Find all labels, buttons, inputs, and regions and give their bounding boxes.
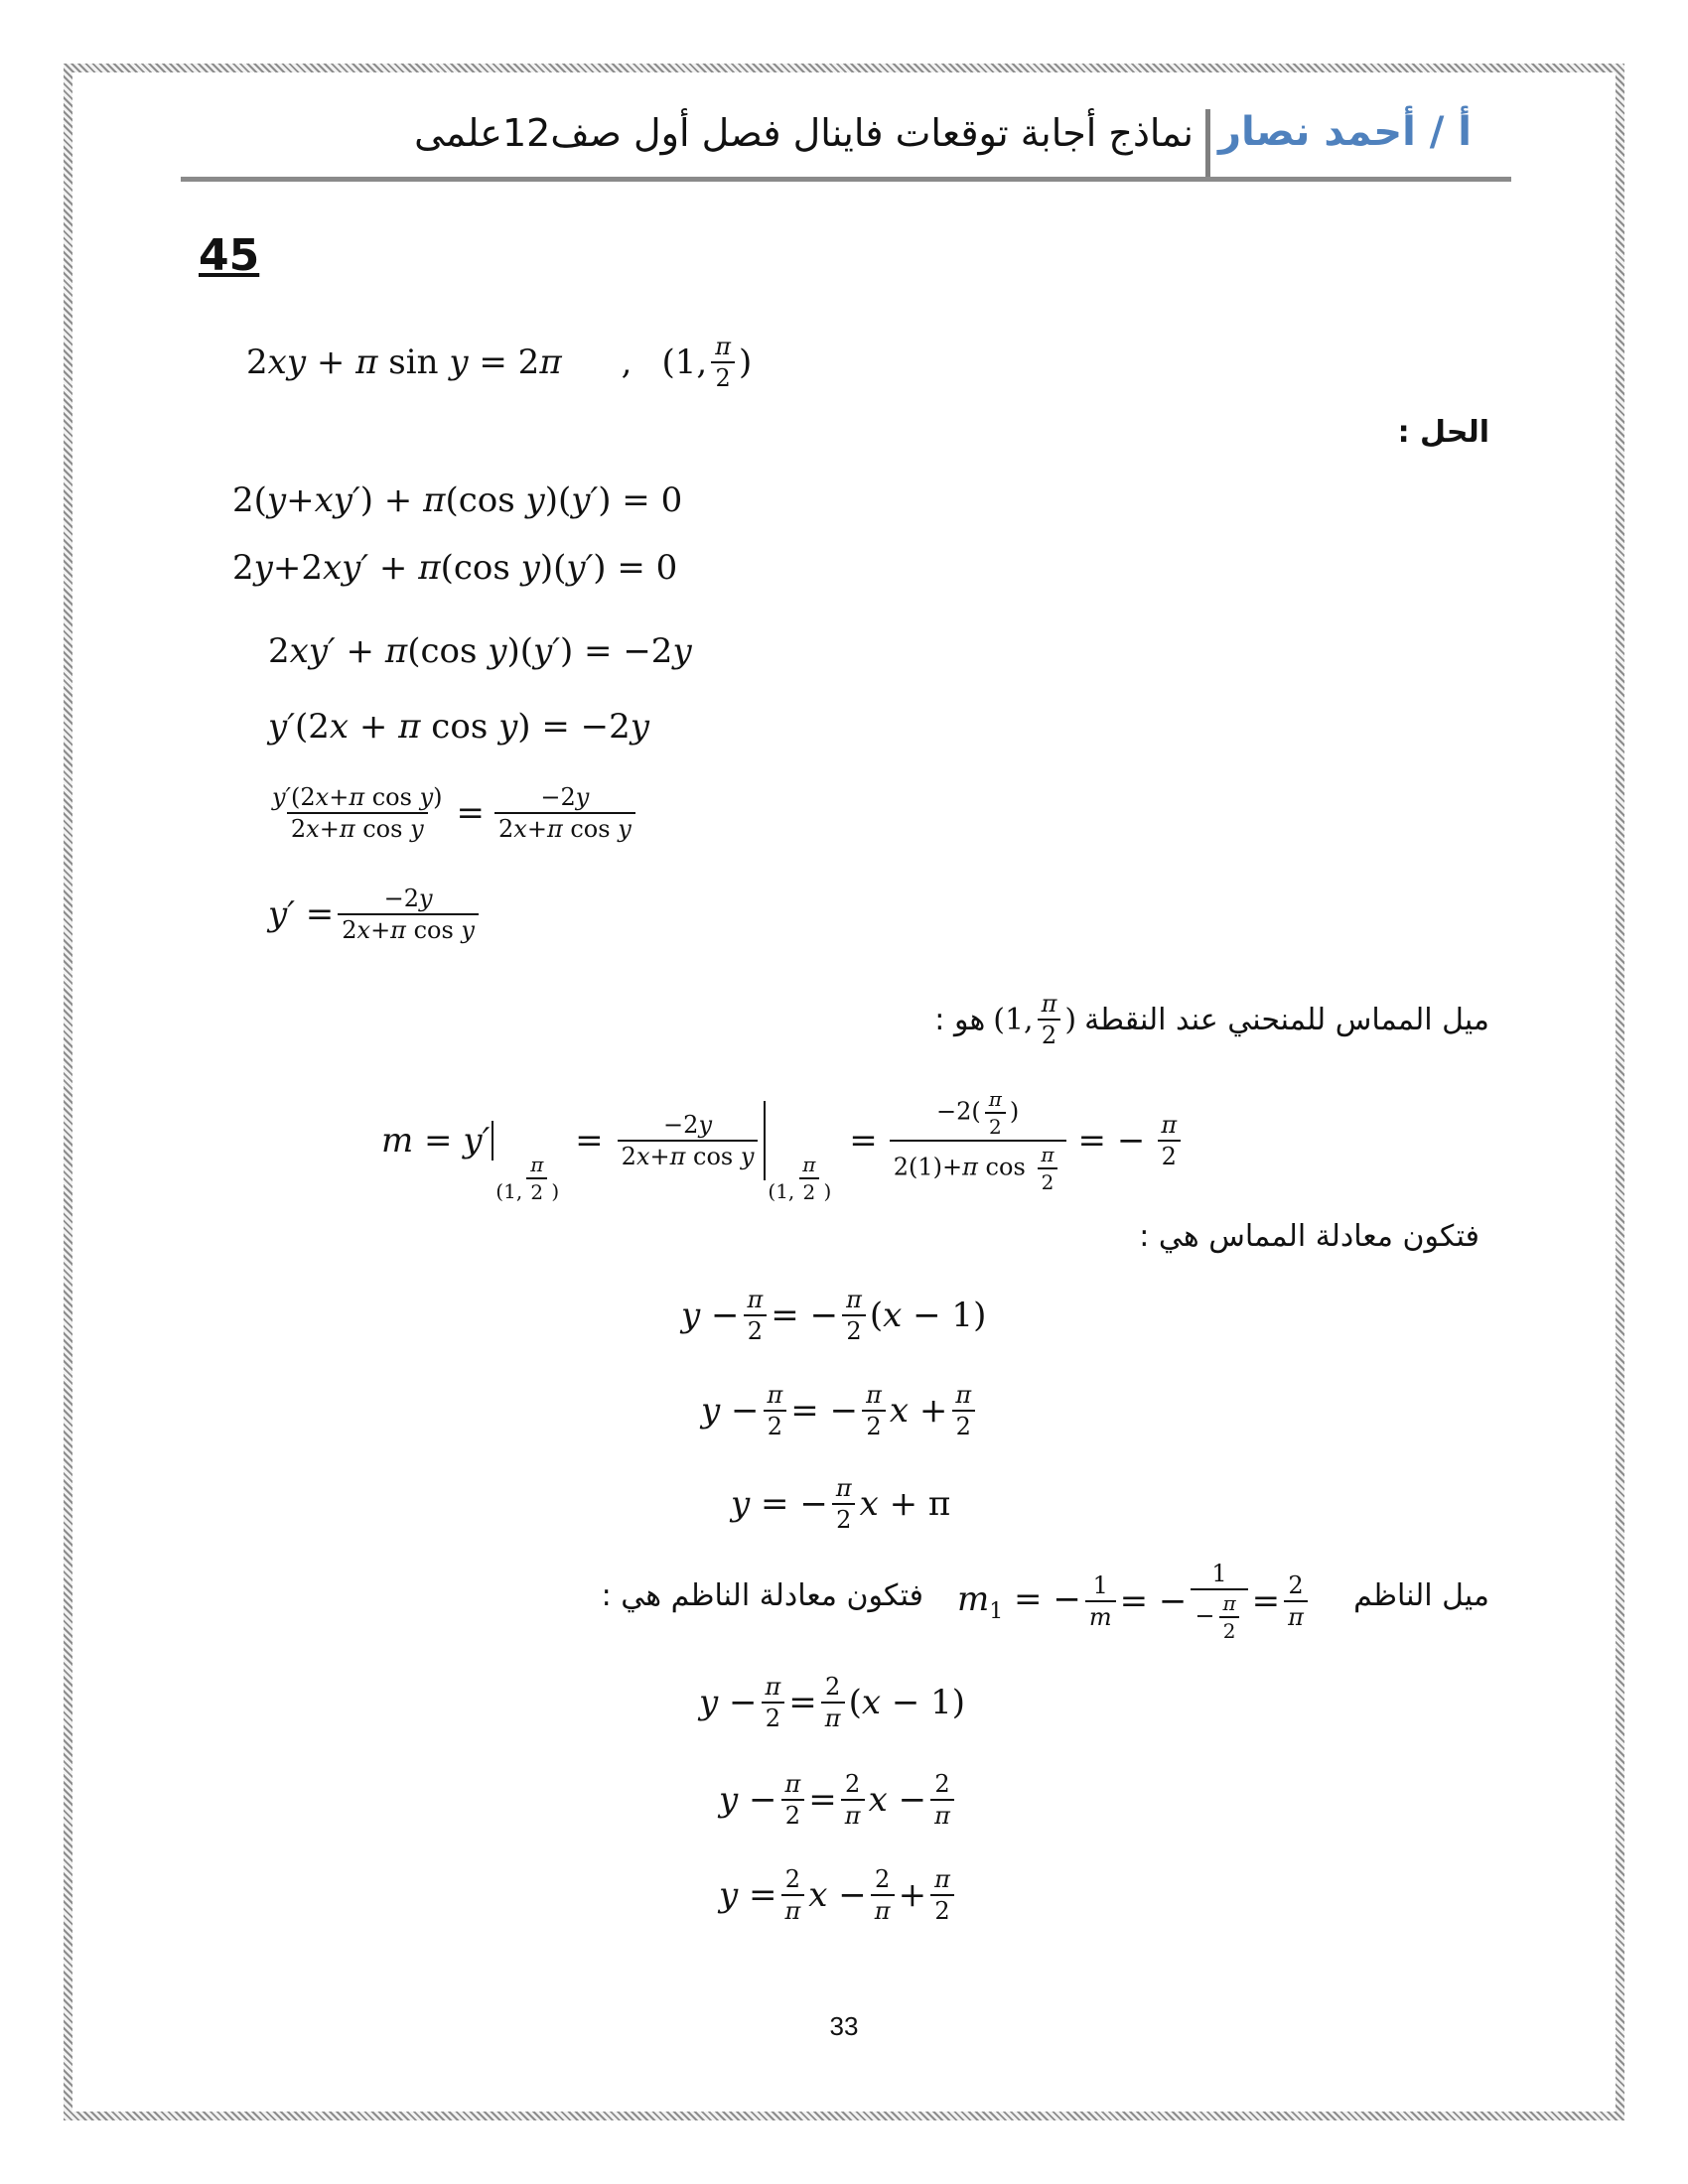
normal-line-2: y − $\frac{\pi}{2}$ = $\frac{2}{\pi}$ x − $\frac{2}{\pi}$ — [719, 1771, 958, 1830]
slope-evaluation: m = y′ (1, $\frac{\pi}{2}$ ) = $\frac{-2y}{\text{2x+π cos y}}$ (1, $\frac{\pi}{2}$ ) = −2( $\frac{\pi}{2}$ ) 2(1)+π cos $\frac{\pi}{2}$ = − $\frac{\pi}{2}$ — [381, 1088, 1185, 1193]
step-5: $\frac{\text{y′(2x+π cos y)}}{\text{2x+π cos y}}$ = $\frac{-2y}{\text{2x+π cos y}}$ — [264, 784, 639, 843]
header-separator — [1205, 109, 1210, 177]
tangent-line-2: y − $\frac{\pi}{2}$ = − $\frac{\pi}{2}$ x + $\frac{\pi}{2}$ — [701, 1382, 979, 1440]
step-2: 2y+2xy′ + π(cos y)(y′) = 0 — [232, 548, 678, 588]
step-3: 2xy′ + π(cos y)(y′) = −2y — [268, 631, 692, 671]
step-4: y′(2x + π cos y) = −2y — [268, 707, 650, 747]
slope-suffix: هو : — [934, 1002, 986, 1037]
page-header — [181, 99, 1511, 182]
slope-label-row — [934, 991, 1489, 1049]
header-author: أ / أحمد نصار — [1217, 109, 1472, 155]
solution-label: الحل : — [1397, 415, 1489, 450]
tangent-eq-label: فتكون معادلة المماس هي : — [1139, 1219, 1479, 1254]
normal-eq-label: فتكون معادلة الناظم هي : — [601, 1578, 923, 1613]
step-6: y′ = $\frac{-2y}{\text{2x+π cos y}}$ — [268, 886, 483, 944]
normal-line-1: y − $\frac{\pi}{2}$ = $\frac{2}{\pi}$ (x − 1) — [699, 1673, 966, 1733]
problem-number: 45 — [199, 230, 260, 281]
normal-line-3: y = $\frac{2}{\pi}$ x − $\frac{2}{\pi}$ + $\frac{\pi}{2}$ — [719, 1866, 958, 1925]
tangent-line-1: y − $\frac{\pi}{2}$ = − $\frac{\pi}{2}$ (x − 1) — [681, 1286, 987, 1346]
tangent-line-3: y = − $\frac{\pi}{2}$ x + π — [731, 1474, 951, 1535]
normal-slope: $m_1$ = − $\frac{1}{m}$ = − 1 − $\frac{\pi}{2}$ = $\frac{2}{\pi}$ — [957, 1561, 1312, 1642]
problem-equation: 2xy + π sin y = 2π , (1, $\frac{\pi}{2}$ ) — [246, 333, 753, 393]
page-number: 33 — [829, 2011, 859, 2041]
step-1: 2(y+xy′) + π(cos y)(y′) = 0 — [232, 480, 683, 520]
slope-point: (1, $\frac{\pi}{2}$ ) — [993, 990, 1077, 1050]
normal-slope-label: ميل الناظم — [1353, 1578, 1489, 1613]
slope-label: ميل المماس للمنحني عند النقطة — [1084, 1002, 1489, 1037]
header-title: نماذج أجابة توقعات فاينال فصل أول صف12علمى — [414, 111, 1194, 155]
